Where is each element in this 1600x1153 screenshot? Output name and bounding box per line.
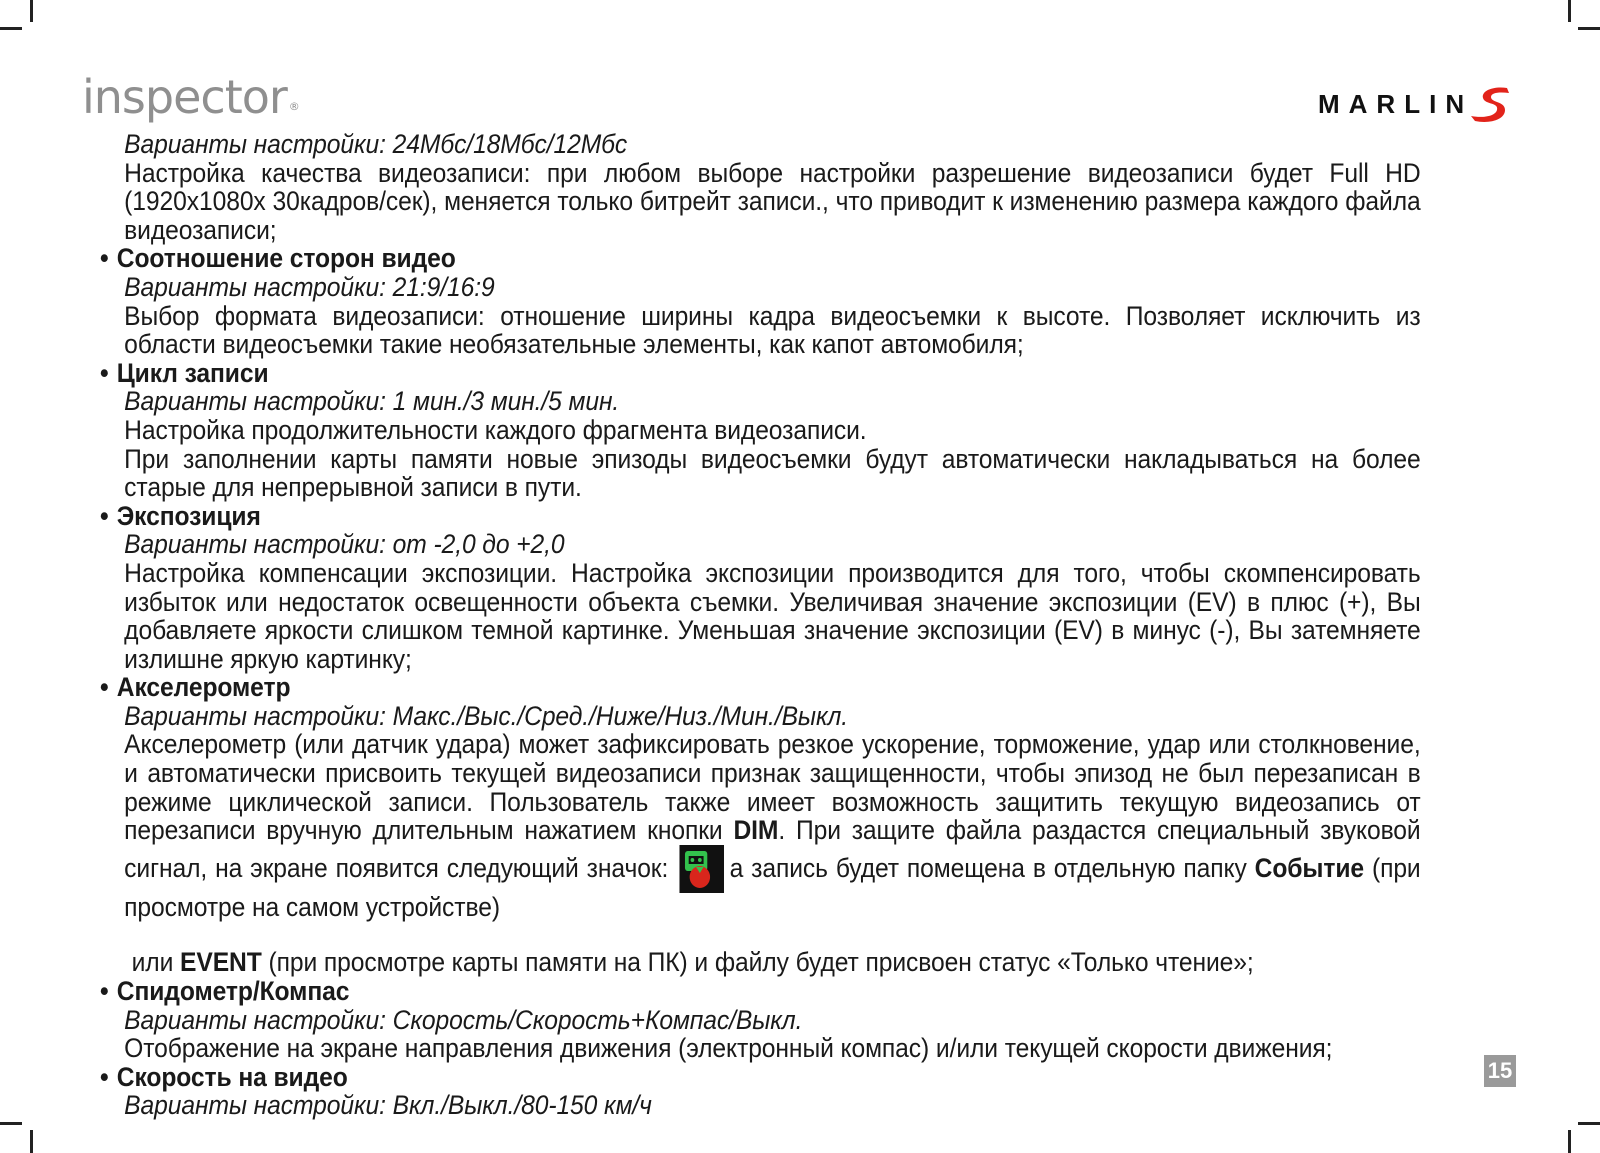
- crop-mark: [0, 1122, 22, 1125]
- section-heading-speedometer: [100, 977, 1421, 1006]
- section-heading-accelerometer: [100, 673, 1421, 702]
- bitrate-options: Варианты настройки: 24Мбс/18Мбс/12Мбс: [124, 129, 628, 159]
- accelerometer-description-cont: [100, 948, 1421, 977]
- loop-description-2: При заполнении карты памяти новые эпизоды видеосъемки будут автоматически накладываться на более старые для непрерывной записи в пути.: [124, 443, 1421, 503]
- speedometer-options: Варианты настройки: Скорость/Скорость+Компас/Выкл.: [124, 1004, 803, 1035]
- section-heading-loop: [100, 359, 1421, 388]
- crop-mark: [1578, 27, 1600, 30]
- event-folder-en: EVENT: [180, 947, 262, 978]
- exposure-options: Варианты настройки: от -2,0 до +2,0: [124, 529, 565, 560]
- marlin-logo-text: MARLIN: [1318, 88, 1474, 119]
- exposure-description: Настройка компенсации экспозиции. Настройка экспозиции производится для того, чтобы скомпенсировать избыток или недостаток освещенности объекта съемки. Увеличивая значение экспозиции (EV) в плюс (+), Вы добавляете яркости слишком темной картинке. Уменьшая значение экспозиции (EV) в минус (-), Вы затемняете излишне яркую картинку;: [124, 557, 1421, 674]
- accel-text-f: (при просмотре карты памяти на ПК) и файлу будет присвоен статус «Только чтение»;: [261, 947, 1254, 978]
- bullet: •: [100, 672, 109, 703]
- aspect-description: Выбор формата видеозаписи: отношение ширины кадра видеосъемки к высоте. Позволяет исключить из области видеосъемки такие необязательные элементы, как капот автомобиля;: [124, 300, 1421, 360]
- marlin-s-swoosh-icon: [1469, 84, 1513, 124]
- heading-text: Цикл записи: [116, 357, 269, 388]
- accel-text-a: Акселерометр (или датчик удара) может зафиксировать резкое ускорение, торможение, удар или столкновение, и автоматически присвоить текущей видеозаписи признак защищенности, чтобы эпизод не был перезаписан в режиме циклической записи. Пользователь также имеет возможность защитить текущую видеозапись от перезаписи вручную длительным нажатием кнопки: [124, 729, 1421, 846]
- heading-text: Экспозиция: [116, 500, 261, 531]
- accel-text-c: а запись будет помещена в отдельную папку: [729, 852, 1255, 883]
- marlin-logo: [1318, 84, 1513, 124]
- speed-video-options: Варианты настройки: Вкл./Выкл./80-150 км/ч: [124, 1090, 652, 1121]
- accel-text-b: . При защите файла раздастся специальный звуковой сигнал, на экране появится следующий значок:: [124, 815, 1421, 883]
- spacer: [100, 921, 1421, 948]
- bullet: •: [100, 243, 109, 274]
- heading-text: Спидометр/Компас: [116, 976, 350, 1007]
- bitrate-description: Настройка качества видеозаписи: при любом выборе настройки разрешение видеозаписи будет Full HD (1920x1080x 30кадров/сек), меняется только битрейт записи., что приводит к изменению размера каждого файла видеозаписи;: [124, 157, 1421, 245]
- bullet: •: [100, 1061, 109, 1092]
- dim-button-label: DIM: [733, 815, 779, 846]
- heading-text: Соотношение сторон видео: [116, 243, 456, 274]
- accelerometer-options: Варианты настройки: Макс./Выс./Сред./Ниже/Низ./Мин./Выкл.: [124, 700, 849, 731]
- bullet: •: [100, 357, 109, 388]
- heading-text: Скорость на видео: [116, 1061, 348, 1092]
- accel-text-e: или: [131, 947, 181, 978]
- crop-mark: [0, 27, 22, 30]
- crop-mark: [30, 0, 33, 22]
- manual-content: [100, 130, 1421, 1120]
- accelerometer-description: [100, 730, 1421, 921]
- loop-options: Варианты настройки: 1 мин./3 мин./5 мин.: [124, 386, 620, 417]
- aspect-options: Варианты настройки: 21:9/16:9: [124, 271, 495, 302]
- loop-description-1: Настройка продолжительности каждого фрагмента видеозаписи.: [124, 414, 867, 445]
- heading-text: Акселерометр: [116, 672, 291, 703]
- bullet: •: [100, 500, 109, 531]
- crop-mark: [1568, 0, 1571, 22]
- inspector-logo-text: inspector: [82, 70, 287, 124]
- page-number-badge: 15: [1484, 1055, 1516, 1087]
- speedometer-description: Отображение на экране направления движения (электронный компас) и/или текущей скорости движения;: [124, 1033, 1333, 1064]
- section-heading-speed-video: [100, 1063, 1421, 1092]
- crop-mark: [30, 1130, 33, 1153]
- event-folder-ru: Событие: [1254, 852, 1365, 883]
- protected-file-icon: [679, 845, 724, 893]
- accel-text-d: (при просмотре на самом устройстве): [124, 852, 1421, 922]
- section-heading-exposure: [100, 502, 1421, 531]
- crop-mark: [1578, 1122, 1600, 1125]
- crop-mark: [1568, 1130, 1571, 1153]
- registered-mark: ®: [288, 100, 299, 113]
- inspector-logo: [82, 70, 297, 124]
- bullet: •: [100, 976, 109, 1007]
- section-heading-aspect: [100, 244, 1421, 273]
